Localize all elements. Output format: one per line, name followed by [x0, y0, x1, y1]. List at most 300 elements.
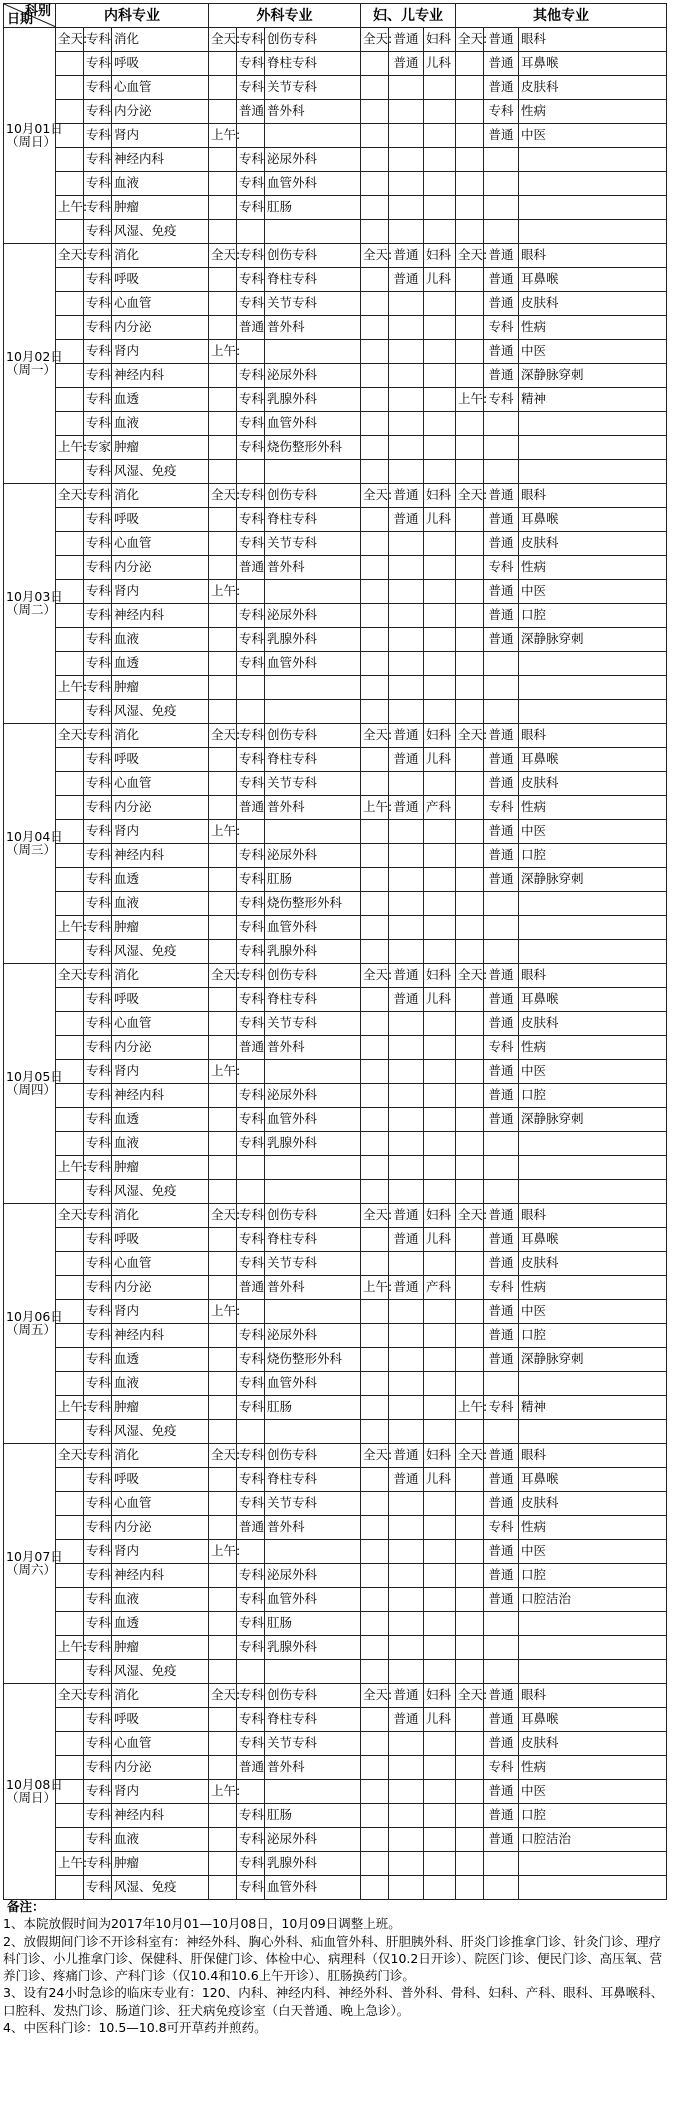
obgyn-session-label	[361, 1828, 389, 1852]
surgery-session-label: 上午:	[209, 1060, 237, 1084]
obgyn-level-label	[389, 1804, 424, 1828]
surgery-level-label: 专科	[237, 1588, 265, 1612]
surgery-dept-name: 泌尿外科	[265, 1084, 361, 1108]
surgery-level-label: 专科	[237, 292, 265, 316]
obgyn-level-label	[389, 412, 424, 436]
other-dept-name	[519, 676, 667, 700]
surgery-session-label	[209, 1252, 237, 1276]
internal-dept-name: 内分泌	[112, 100, 209, 124]
schedule-row	[4, 28, 667, 52]
surgery-dept-name	[265, 1060, 361, 1084]
internal-dept-name: 消化	[112, 484, 209, 508]
internal-level-label: 专科	[84, 556, 112, 580]
schedule-table	[3, 3, 667, 1900]
obgyn-dept-name	[424, 604, 456, 628]
obgyn-level-label: 普通	[389, 1708, 424, 1732]
internal-session-label: 全天:	[56, 244, 84, 268]
date-cell	[4, 724, 63, 964]
internal-level-label: 专科	[84, 940, 112, 964]
surgery-level-label: 专科	[237, 484, 265, 508]
other-level-label: 普通	[484, 340, 519, 364]
surgery-dept-name	[265, 340, 361, 364]
surgery-level-label: 专科	[237, 268, 265, 292]
obgyn-dept-name	[424, 1732, 456, 1756]
internal-session-label	[56, 1084, 84, 1108]
obgyn-session-label: 全天:	[361, 1204, 389, 1228]
surgery-session-label	[209, 1012, 237, 1036]
schedule-row	[4, 1876, 667, 1900]
surgery-session-label	[209, 292, 237, 316]
obgyn-level-label	[389, 1252, 424, 1276]
internal-dept-name: 肾内	[112, 1300, 209, 1324]
surgery-dept-name: 关节专科	[265, 292, 361, 316]
surgery-session-label: 全天:	[209, 1684, 237, 1708]
obgyn-session-label	[361, 1420, 389, 1444]
other-dept-name: 性病	[519, 796, 667, 820]
schedule-row	[4, 1324, 667, 1348]
other-level-label: 普通	[484, 1708, 519, 1732]
internal-dept-name: 血液	[112, 1588, 209, 1612]
obgyn-session-label	[361, 364, 389, 388]
schedule-row	[4, 748, 667, 772]
internal-session-label	[56, 220, 84, 244]
internal-session-label	[56, 1420, 84, 1444]
surgery-session-label	[209, 892, 237, 916]
other-session-label	[456, 892, 484, 916]
obgyn-level-label: 普通	[389, 244, 424, 268]
internal-level-label: 专科	[84, 1036, 112, 1060]
internal-dept-name: 呼吸	[112, 508, 209, 532]
obgyn-dept-name: 妇科	[424, 1444, 456, 1468]
internal-dept-name: 消化	[112, 724, 209, 748]
obgyn-dept-name	[424, 1852, 456, 1876]
surgery-dept-name: 血管外科	[265, 1372, 361, 1396]
internal-dept-name: 内分泌	[112, 796, 209, 820]
other-dept-name: 深静脉穿刺	[519, 364, 667, 388]
obgyn-dept-name	[424, 820, 456, 844]
surgery-session-label	[209, 940, 237, 964]
internal-level-label: 专科	[84, 1396, 112, 1420]
surgery-session-label	[209, 316, 237, 340]
surgery-level-label: 专科	[237, 52, 265, 76]
other-dept-name: 皮肤科	[519, 1012, 667, 1036]
obgyn-session-label	[361, 580, 389, 604]
other-level-label: 普通	[484, 1108, 519, 1132]
obgyn-level-label	[389, 1588, 424, 1612]
other-dept-name	[519, 436, 667, 460]
internal-session-label	[56, 388, 84, 412]
surgery-dept-name	[265, 1660, 361, 1684]
surgery-level-label: 专科	[237, 1564, 265, 1588]
internal-session-label	[56, 868, 84, 892]
obgyn-level-label	[389, 1732, 424, 1756]
other-dept-name: 眼科	[519, 724, 667, 748]
surgery-session-label: 上午:	[209, 1300, 237, 1324]
internal-level-label: 专科	[84, 1276, 112, 1300]
other-level-label: 普通	[484, 292, 519, 316]
other-session-label	[456, 748, 484, 772]
internal-dept-name: 神经内科	[112, 1084, 209, 1108]
internal-level-label: 专科	[84, 316, 112, 340]
obgyn-session-label	[361, 1876, 389, 1900]
internal-level-label: 专科	[84, 1804, 112, 1828]
surgery-dept-name: 关节专科	[265, 532, 361, 556]
obgyn-level-label	[389, 364, 424, 388]
other-dept-name: 皮肤科	[519, 1732, 667, 1756]
obgyn-level-label	[389, 1156, 424, 1180]
surgery-session-label	[209, 388, 237, 412]
other-level-label	[484, 460, 519, 484]
other-dept-name: 眼科	[519, 244, 667, 268]
internal-level-label: 专科	[84, 868, 112, 892]
internal-session-label: 全天:	[56, 484, 84, 508]
other-dept-name: 眼科	[519, 484, 667, 508]
other-dept-name	[519, 1660, 667, 1684]
surgery-dept-name	[265, 1156, 361, 1180]
internal-dept-name: 呼吸	[112, 1468, 209, 1492]
obgyn-session-label	[361, 700, 389, 724]
surgery-dept-name: 血管外科	[265, 1876, 361, 1900]
schedule-row	[4, 388, 667, 412]
obgyn-dept-name	[424, 1300, 456, 1324]
other-session-label	[456, 412, 484, 436]
obgyn-level-label: 普通	[389, 484, 424, 508]
obgyn-session-label	[361, 1564, 389, 1588]
surgery-dept-name	[265, 580, 361, 604]
obgyn-dept-name: 妇科	[424, 964, 456, 988]
other-level-label: 普通	[484, 1012, 519, 1036]
other-level-label	[484, 676, 519, 700]
schedule-row	[4, 556, 667, 580]
obgyn-level-label	[389, 820, 424, 844]
obgyn-dept-name	[424, 772, 456, 796]
schedule-row	[4, 1108, 667, 1132]
obgyn-level-label: 普通	[389, 52, 424, 76]
obgyn-dept-name	[424, 340, 456, 364]
internal-dept-name: 肾内	[112, 820, 209, 844]
obgyn-level-label	[389, 1780, 424, 1804]
other-session-label	[456, 988, 484, 1012]
surgery-level-label: 普通	[237, 796, 265, 820]
note-item: 3、设有24小时急诊的临床专业有：120、内科、神经内科、神经外科、普外科、骨科、妇科、产科、眼科、耳鼻喉科、口腔科、发热门诊、肠道门诊、狂犬病免疫诊室（白天普通、晚上急诊）。	[3, 1985, 664, 2018]
obgyn-level-label	[389, 1852, 424, 1876]
other-session-label	[456, 1228, 484, 1252]
surgery-level-label: 专科	[237, 964, 265, 988]
other-level-label: 普通	[484, 484, 519, 508]
internal-dept-name: 血液	[112, 412, 209, 436]
other-level-label: 普通	[484, 1564, 519, 1588]
surgery-level-label: 专科	[237, 1396, 265, 1420]
surgery-session-label	[209, 1492, 237, 1516]
obgyn-dept-name	[424, 1372, 456, 1396]
schedule-row	[4, 196, 667, 220]
other-session-label	[456, 820, 484, 844]
obgyn-session-label	[361, 268, 389, 292]
other-session-label: 全天:	[456, 484, 484, 508]
surgery-level-label: 专科	[237, 1708, 265, 1732]
surgery-dept-name: 烧伤整形外科	[265, 892, 361, 916]
schedule-row	[4, 1180, 667, 1204]
surgery-session-label	[209, 556, 237, 580]
internal-level-label: 专科	[84, 460, 112, 484]
other-level-label: 普通	[484, 604, 519, 628]
surgery-level-label: 专科	[237, 244, 265, 268]
schedule-row	[4, 580, 667, 604]
surgery-session-label	[209, 748, 237, 772]
other-level-label	[484, 172, 519, 196]
surgery-level-label: 专科	[237, 1348, 265, 1372]
surgery-session-label	[209, 1804, 237, 1828]
surgery-session-label	[209, 604, 237, 628]
obgyn-level-label	[389, 196, 424, 220]
schedule-row	[4, 1612, 667, 1636]
surgery-level-label	[237, 1300, 265, 1324]
internal-dept-name: 内分泌	[112, 556, 209, 580]
other-level-label: 普通	[484, 532, 519, 556]
other-dept-name: 眼科	[519, 1684, 667, 1708]
surgery-dept-name: 烧伤整形外科	[265, 436, 361, 460]
internal-level-label: 专科	[84, 1852, 112, 1876]
other-session-label	[456, 1348, 484, 1372]
surgery-dept-name: 普外科	[265, 1756, 361, 1780]
obgyn-dept-name: 妇科	[424, 484, 456, 508]
surgery-session-label	[209, 1084, 237, 1108]
other-level-label: 普通	[484, 1468, 519, 1492]
internal-dept-name: 肿瘤	[112, 196, 209, 220]
surgery-level-label: 普通	[237, 1756, 265, 1780]
internal-session-label: 全天:	[56, 1684, 84, 1708]
surgery-session-label	[209, 1732, 237, 1756]
internal-level-label: 专科	[84, 220, 112, 244]
internal-dept-name: 心血管	[112, 772, 209, 796]
obgyn-level-label	[389, 580, 424, 604]
schedule-row	[4, 1084, 667, 1108]
internal-level-label: 专科	[84, 1132, 112, 1156]
obgyn-session-label	[361, 1804, 389, 1828]
date-label: 10月08日	[6, 1777, 63, 1792]
other-session-label	[456, 172, 484, 196]
internal-dept-name: 风湿、免疫	[112, 1180, 209, 1204]
obgyn-session-label	[361, 1348, 389, 1372]
internal-level-label: 专科	[84, 580, 112, 604]
surgery-dept-name: 乳腺外科	[265, 388, 361, 412]
internal-session-label	[56, 700, 84, 724]
other-level-label	[484, 196, 519, 220]
obgyn-dept-name: 儿科	[424, 52, 456, 76]
surgery-level-label	[237, 124, 265, 148]
obgyn-session-label: 全天:	[361, 724, 389, 748]
internal-dept-name: 血透	[112, 1108, 209, 1132]
obgyn-level-label	[389, 892, 424, 916]
date-label: 10月06日	[6, 1309, 63, 1324]
obgyn-dept-name	[424, 1564, 456, 1588]
obgyn-dept-name	[424, 1612, 456, 1636]
other-session-label	[456, 676, 484, 700]
internal-session-label	[56, 1108, 84, 1132]
notes-title: 备注：	[7, 1899, 45, 1914]
surgery-dept-name: 血管外科	[265, 412, 361, 436]
internal-level-label: 专科	[84, 292, 112, 316]
obgyn-level-label	[389, 1036, 424, 1060]
schedule-row	[4, 1636, 667, 1660]
internal-session-label	[56, 1012, 84, 1036]
surgery-level-label: 普通	[237, 556, 265, 580]
obgyn-level-label	[389, 940, 424, 964]
internal-level-label: 专科	[84, 1828, 112, 1852]
other-session-label	[456, 100, 484, 124]
weekday-label: （周四）	[6, 1081, 57, 1097]
other-dept-name: 性病	[519, 100, 667, 124]
other-dept-name: 耳鼻喉	[519, 988, 667, 1012]
other-level-label: 普通	[484, 868, 519, 892]
internal-session-label	[56, 772, 84, 796]
obgyn-level-label	[389, 1540, 424, 1564]
internal-dept-name: 神经内科	[112, 364, 209, 388]
obgyn-dept-name	[424, 1012, 456, 1036]
surgery-session-label: 全天:	[209, 964, 237, 988]
obgyn-session-label	[361, 148, 389, 172]
obgyn-session-label	[361, 1012, 389, 1036]
surgery-session-label	[209, 700, 237, 724]
surgery-session-label	[209, 412, 237, 436]
surgery-session-label	[209, 676, 237, 700]
obgyn-session-label	[361, 988, 389, 1012]
other-dept-name: 皮肤科	[519, 1492, 667, 1516]
obgyn-session-label	[361, 412, 389, 436]
internal-level-label: 专科	[84, 652, 112, 676]
other-dept-name: 深静脉穿刺	[519, 1108, 667, 1132]
other-session-label: 上午:	[456, 1396, 484, 1420]
obgyn-level-label	[389, 844, 424, 868]
internal-dept-name: 肾内	[112, 580, 209, 604]
other-level-label: 专科	[484, 1036, 519, 1060]
obgyn-level-label	[389, 460, 424, 484]
other-level-label: 普通	[484, 1684, 519, 1708]
internal-dept-name: 风湿、免疫	[112, 460, 209, 484]
surgery-level-label: 专科	[237, 604, 265, 628]
schedule-row	[4, 1060, 667, 1084]
internal-level-label: 专科	[84, 676, 112, 700]
surgery-session-label	[209, 1228, 237, 1252]
schedule-row	[4, 1492, 667, 1516]
obgyn-session-label	[361, 1084, 389, 1108]
internal-dept-name: 内分泌	[112, 1036, 209, 1060]
surgery-session-label	[209, 1372, 237, 1396]
obgyn-dept-name	[424, 940, 456, 964]
corner-dept-label: 科别	[24, 4, 51, 19]
schedule-row	[4, 484, 667, 508]
other-level-label	[484, 700, 519, 724]
obgyn-dept-name: 儿科	[424, 988, 456, 1012]
other-level-label: 普通	[484, 1300, 519, 1324]
internal-dept-name: 呼吸	[112, 268, 209, 292]
obgyn-level-label	[389, 1564, 424, 1588]
schedule-row	[4, 412, 667, 436]
internal-session-label	[56, 268, 84, 292]
surgery-level-label: 专科	[237, 1636, 265, 1660]
obgyn-session-label	[361, 1108, 389, 1132]
weekday-label: （周五）	[6, 1321, 57, 1337]
internal-dept-name: 消化	[112, 1204, 209, 1228]
weekday-label: （周日）	[6, 1789, 57, 1805]
internal-dept-name: 风湿、免疫	[112, 1660, 209, 1684]
internal-level-label: 专科	[84, 1516, 112, 1540]
surgery-dept-name: 关节专科	[265, 1252, 361, 1276]
surgery-level-label: 普通	[237, 1516, 265, 1540]
surgery-dept-name: 肛肠	[265, 868, 361, 892]
schedule-row	[4, 460, 667, 484]
internal-dept-name: 肿瘤	[112, 1636, 209, 1660]
surgery-level-label	[237, 1060, 265, 1084]
internal-session-label	[56, 1876, 84, 1900]
notes-section	[3, 1898, 666, 2036]
internal-session-label: 上午:	[56, 196, 84, 220]
internal-dept-name: 血液	[112, 628, 209, 652]
surgery-dept-name: 泌尿外科	[265, 1828, 361, 1852]
obgyn-level-label: 普通	[389, 748, 424, 772]
other-level-label: 普通	[484, 1780, 519, 1804]
surgery-dept-name: 创伤专科	[265, 1204, 361, 1228]
date-cell	[4, 244, 63, 484]
other-dept-name: 皮肤科	[519, 532, 667, 556]
schedule-row	[4, 1204, 667, 1228]
obgyn-level-label	[389, 1348, 424, 1372]
obgyn-dept-name	[424, 1324, 456, 1348]
internal-dept-name: 内分泌	[112, 316, 209, 340]
other-dept-name: 口腔	[519, 1084, 667, 1108]
other-session-label: 全天:	[456, 724, 484, 748]
schedule-row	[4, 1396, 667, 1420]
internal-dept-name: 风湿、免疫	[112, 700, 209, 724]
internal-level-label: 专科	[84, 964, 112, 988]
surgery-session-label	[209, 1660, 237, 1684]
other-session-label	[456, 364, 484, 388]
surgery-dept-name: 创伤专科	[265, 28, 361, 52]
obgyn-dept-name	[424, 1396, 456, 1420]
obgyn-dept-name	[424, 124, 456, 148]
obgyn-session-label	[361, 1180, 389, 1204]
obgyn-session-label	[361, 940, 389, 964]
surgery-dept-name: 普外科	[265, 1276, 361, 1300]
surgery-level-label: 专科	[237, 1372, 265, 1396]
date-label: 10月04日	[6, 829, 63, 844]
surgery-level-label: 专科	[237, 1228, 265, 1252]
internal-level-label: 专科	[84, 724, 112, 748]
internal-level-label: 专科	[84, 1180, 112, 1204]
other-level-label: 普通	[484, 988, 519, 1012]
internal-level-label: 专科	[84, 28, 112, 52]
obgyn-session-label	[361, 1324, 389, 1348]
internal-dept-name: 肿瘤	[112, 916, 209, 940]
internal-level-label: 专科	[84, 76, 112, 100]
other-dept-name: 中医	[519, 1060, 667, 1084]
surgery-session-label	[209, 1756, 237, 1780]
obgyn-session-label	[361, 292, 389, 316]
surgery-session-label	[209, 1420, 237, 1444]
internal-dept-name: 心血管	[112, 1012, 209, 1036]
other-level-label	[484, 1660, 519, 1684]
surgery-session-label: 全天:	[209, 244, 237, 268]
internal-level-label: 专科	[84, 1732, 112, 1756]
other-level-label: 普通	[484, 1804, 519, 1828]
obgyn-level-label	[389, 172, 424, 196]
obgyn-level-label	[389, 556, 424, 580]
surgery-dept-name: 乳腺外科	[265, 628, 361, 652]
other-session-label	[456, 796, 484, 820]
internal-dept-name: 肿瘤	[112, 1396, 209, 1420]
internal-dept-name: 肾内	[112, 1540, 209, 1564]
surgery-level-label	[237, 340, 265, 364]
